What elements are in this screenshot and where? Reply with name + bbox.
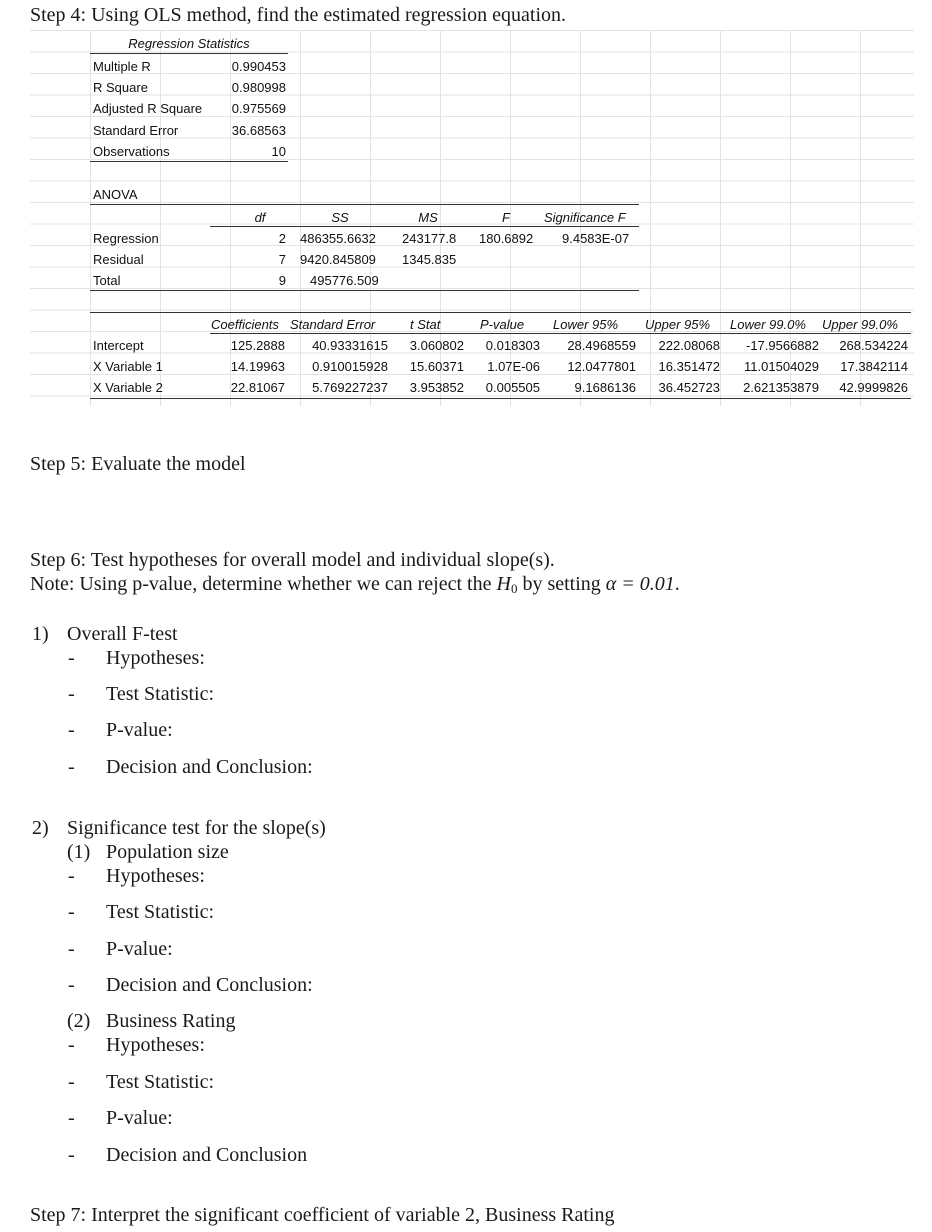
stat-value: 0.990453 — [231, 59, 286, 74]
coef-header: P-value — [480, 317, 525, 332]
coef-header: Upper 95% — [645, 317, 711, 332]
step4-title: Step 4: Using OLS method, find the estimated regression equation. — [30, 4, 567, 26]
h-symbol: H — [496, 573, 511, 595]
coef-cell: 12.0477801 — [567, 359, 636, 374]
sub2-item: Test Statistic: — [106, 1071, 215, 1093]
anova-header-f: F — [502, 210, 510, 225]
sub1-item: P-value: — [106, 938, 173, 960]
stat-label: Standard Error — [93, 123, 179, 138]
anova-row-label: Total — [93, 273, 121, 288]
bullet-dash: - — [68, 719, 75, 741]
part1-item: Hypotheses: — [106, 647, 205, 669]
stat-label: Observations — [93, 144, 170, 159]
anova-ss: 486355.6632 — [300, 231, 376, 246]
coef-cell: -17.9566882 — [745, 338, 819, 353]
anova-header-ms: MS — [418, 210, 438, 225]
coef-cell: 16.351472 — [658, 359, 720, 374]
table-rule — [210, 226, 639, 227]
sub2-item: Decision and Conclusion — [106, 1144, 308, 1166]
h-subscript: 0 — [510, 581, 518, 596]
step6-note: Note: Using p-value, determine whether we can reject the $H_0$ by setting α = 0.01. — [30, 573, 680, 596]
coef-row-label: Intercept — [93, 338, 144, 353]
anova-ss: 9420.845809 — [300, 252, 376, 267]
sub1-number: (1) — [67, 841, 91, 863]
stat-value: 0.975569 — [231, 101, 286, 116]
bullet-dash: - — [68, 683, 75, 705]
table-rule — [90, 53, 288, 54]
coef-cell: 14.19963 — [230, 359, 285, 374]
bullet-dash: - — [68, 901, 75, 923]
bullet-dash: - — [68, 1034, 75, 1056]
coef-row-label: X Variable 1 — [93, 359, 163, 374]
table-rule — [210, 333, 911, 334]
coef-cell: 17.3842114 — [840, 359, 908, 374]
anova-title: ANOVA — [93, 187, 138, 202]
coef-cell: 3.060802 — [409, 338, 464, 353]
coef-cell: 268.534224 — [839, 338, 908, 353]
coef-cell: 3.953852 — [409, 380, 464, 395]
sub1-item: Decision and Conclusion: — [106, 974, 313, 996]
coef-cell: 40.93331615 — [312, 338, 388, 353]
stat-value: 0.980998 — [231, 80, 286, 95]
stat-label: R Square — [93, 80, 148, 95]
sub2-number: (2) — [67, 1010, 91, 1032]
part2-title: Significance test for the slope(s) — [67, 817, 326, 839]
step5-title: Step 5: Evaluate the model — [30, 453, 246, 475]
bullet-dash: - — [68, 647, 75, 669]
regression-output-sheet — [30, 30, 914, 406]
anova-f: 180.6892 — [479, 231, 534, 246]
coef-cell: 15.60371 — [409, 359, 464, 374]
sub1-item: Hypotheses: — [106, 865, 205, 887]
sub2-title: Business Rating — [106, 1010, 236, 1032]
anova-header-ss: SS — [331, 210, 349, 225]
coef-cell: 1.07E-06 — [487, 359, 540, 374]
anova-row-label: Regression — [93, 231, 159, 246]
part2-number: 2) — [32, 817, 49, 839]
coef-cell: 0.005505 — [485, 380, 540, 395]
table-rule — [90, 398, 911, 399]
coef-cell: 0.018303 — [485, 338, 540, 353]
coef-header: Lower 99.0% — [730, 317, 806, 332]
bullet-dash: - — [68, 756, 75, 778]
bullet-dash: - — [68, 1107, 75, 1129]
table-rule — [90, 312, 911, 313]
table-rule — [90, 204, 639, 205]
coef-cell: 125.2888 — [230, 338, 285, 353]
anova-ss: 495776.509 — [310, 273, 379, 288]
anova-df: 9 — [278, 273, 286, 288]
anova-ms: 243177.8 — [402, 231, 457, 246]
bullet-dash: - — [68, 974, 75, 996]
stat-label: Multiple R — [93, 59, 151, 74]
table-rule — [90, 290, 639, 291]
coef-cell: 22.81067 — [230, 380, 285, 395]
stat-value: 36.68563 — [231, 123, 286, 138]
anova-ms: 1345.835 — [402, 252, 457, 267]
bullet-dash: - — [68, 865, 75, 887]
anova-df: 2 — [278, 231, 286, 246]
bullet-dash: - — [68, 938, 75, 960]
sub1-item: Test Statistic: — [106, 901, 215, 923]
coef-row-label: X Variable 2 — [93, 380, 163, 395]
coef-header: Standard Error — [290, 317, 376, 332]
part1-item: P-value: — [106, 719, 173, 741]
coef-cell: 11.01504029 — [744, 359, 819, 374]
sub2-item: P-value: — [106, 1107, 173, 1129]
coef-header: t Stat — [410, 317, 441, 332]
anova-header-df: df — [254, 210, 266, 225]
coef-cell: 42.9999826 — [839, 380, 908, 395]
anova-row-label: Residual — [93, 252, 144, 267]
coef-header: Coefficients — [211, 317, 279, 332]
regression-statistics-header: Regression Statistics — [128, 36, 250, 51]
coef-cell: 0.910015928 — [312, 359, 388, 374]
stat-value: 10 — [271, 144, 286, 159]
coef-header: Lower 95% — [553, 317, 619, 332]
coef-cell: 222.08068 — [658, 338, 720, 353]
part1-title: Overall F-test — [67, 623, 178, 645]
part1-item: Test Statistic: — [106, 683, 215, 705]
coef-cell: 36.452723 — [658, 380, 720, 395]
coef-cell: 28.4968559 — [567, 338, 636, 353]
table-rule — [90, 161, 288, 162]
anova-sig: 9.4583E-07 — [562, 231, 630, 246]
anova-df: 7 — [278, 252, 286, 267]
bullet-dash: - — [68, 1071, 75, 1093]
coef-cell: 2.621353879 — [743, 380, 819, 395]
sub2-item: Hypotheses: — [106, 1034, 205, 1056]
coef-cell: 9.1686136 — [574, 380, 636, 395]
coef-header: Upper 99.0% — [822, 317, 898, 332]
step6-title: Step 6: Test hypotheses for overall model and individual slope(s). — [30, 549, 555, 571]
sub1-title: Population size — [106, 841, 229, 863]
part1-item: Decision and Conclusion: — [106, 756, 313, 778]
anova-header-sig: Significance F — [544, 210, 626, 225]
bullet-dash: - — [68, 1144, 75, 1166]
alpha-expression: α = 0.01 — [605, 573, 675, 595]
coef-cell: 5.769227237 — [312, 380, 388, 395]
stat-label: Adjusted R Square — [93, 101, 203, 116]
part1-number: 1) — [32, 623, 49, 645]
step7-title: Step 7: Interpret the significant coefficient of variable 2, Business Rating — [30, 1204, 615, 1226]
